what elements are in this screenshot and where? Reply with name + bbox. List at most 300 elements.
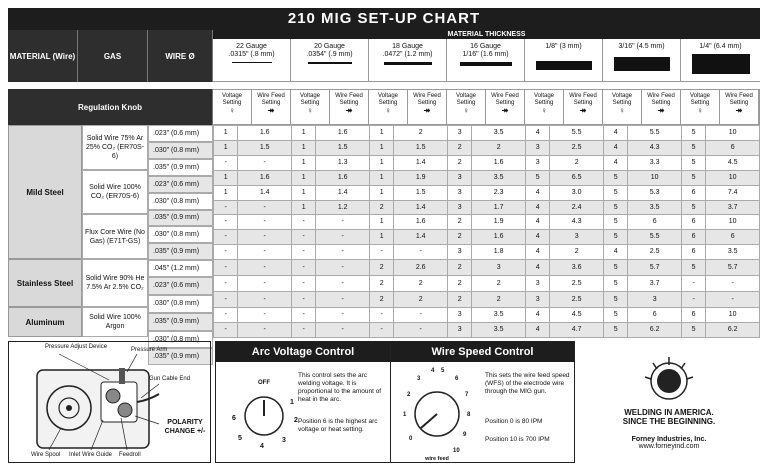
brand-company: Forney Industries, Inc. bbox=[631, 436, 707, 443]
voltage-cell: - bbox=[291, 260, 315, 276]
table-row bbox=[214, 215, 760, 230]
voltage-knob-icon: ♀ bbox=[385, 106, 391, 115]
dial-tick: 7 bbox=[465, 392, 469, 398]
wire-feed-cell: 3 bbox=[472, 260, 526, 276]
wire-diameter-cell: .035" (0.9 mm) bbox=[148, 159, 213, 176]
wire-feed-cell: - bbox=[316, 215, 370, 230]
voltage-cell: 5 bbox=[603, 201, 627, 215]
voltage-cell: 3 bbox=[447, 201, 471, 215]
wire-speed-min: Position 0 is 80 IPM bbox=[485, 418, 543, 425]
wire-feed-cell: 1.5 bbox=[394, 186, 448, 201]
voltage-knob-icon: ♀ bbox=[229, 106, 235, 115]
wire-feed-cell: - bbox=[238, 215, 292, 230]
wire-feed-setting-header bbox=[252, 90, 291, 124]
wire-diameter-cell: .030" (0.8 mm) bbox=[148, 295, 213, 313]
voltage-cell: 5 bbox=[681, 323, 705, 338]
settings-table bbox=[213, 125, 760, 338]
machine-diagram-panel bbox=[8, 341, 211, 463]
arc-voltage-panel bbox=[215, 341, 391, 463]
voltage-cell: - bbox=[291, 230, 315, 245]
wire-feed-cell: 3.7 bbox=[628, 276, 682, 292]
wire-feed-cell: - bbox=[394, 245, 448, 260]
voltage-cell: 5 bbox=[603, 323, 627, 338]
voltage-cell: 1 bbox=[291, 201, 315, 215]
table-row bbox=[214, 245, 760, 260]
label-pressure-adjust: Pressure Adjust Device bbox=[45, 344, 108, 350]
column-label: Wire Feed Setting bbox=[491, 93, 519, 106]
wire-feed-cell: 6.2 bbox=[706, 323, 760, 338]
wire-diameter-cell: .035" (0.9 mm) bbox=[148, 313, 213, 331]
wire-diameter-cell: .030" (0.8 mm) bbox=[148, 193, 213, 210]
forney-logo bbox=[639, 355, 699, 403]
wire-feed-cell: 4.5 bbox=[706, 156, 760, 171]
voltage-cell: 4 bbox=[603, 156, 627, 171]
wire-feed-cell: 6.2 bbox=[628, 323, 682, 338]
wire-feed-cell: 5.5 bbox=[550, 126, 604, 141]
voltage-cell: - bbox=[214, 201, 238, 215]
voltage-cell: - bbox=[214, 260, 238, 276]
wire-feed-cell: 2.5 bbox=[628, 245, 682, 260]
wire-feed-icon: ↠ bbox=[579, 106, 587, 115]
material-header: MATERIAL (Wire) bbox=[8, 30, 78, 82]
voltage-cell: - bbox=[291, 323, 315, 338]
wire-feed-cell: 10 bbox=[706, 215, 760, 230]
voltage-cell: - bbox=[369, 245, 393, 260]
wire-header: WIRE Ø bbox=[148, 30, 213, 82]
wire-diameter-cell: .023" (0.6 mm) bbox=[148, 125, 213, 142]
table-row bbox=[214, 156, 760, 171]
gas-header: GAS bbox=[78, 30, 148, 82]
voltage-cell: 1 bbox=[369, 215, 393, 230]
wire-feed-cell: 1.5 bbox=[316, 141, 370, 156]
wire-feed-cell: - bbox=[238, 156, 292, 171]
dial-tick: 6 bbox=[455, 376, 459, 382]
voltage-cell: - bbox=[291, 308, 315, 323]
voltage-cell: 1 bbox=[369, 171, 393, 186]
thickness-3-16: 3/16" (4.5 mm) bbox=[603, 39, 681, 81]
wire-feed-cell: - bbox=[238, 292, 292, 308]
gas-cell: Solid Wire 90% He 7.5% Ar 2.5% CO₂ bbox=[82, 259, 148, 307]
voltage-cell: 1 bbox=[369, 230, 393, 245]
voltage-cell: 5 bbox=[603, 230, 627, 245]
voltage-cell: 6 bbox=[681, 186, 705, 201]
dial-tick: 3 bbox=[417, 376, 421, 382]
voltage-cell: 1 bbox=[291, 156, 315, 171]
voltage-cell: 5 bbox=[681, 126, 705, 141]
voltage-cell: 3 bbox=[525, 141, 549, 156]
wire-feed-cell: - bbox=[706, 276, 760, 292]
voltage-cell: 1 bbox=[214, 126, 238, 141]
voltage-cell: 5 bbox=[603, 260, 627, 276]
voltage-cell: 2 bbox=[447, 230, 471, 245]
wire-feed-cell: 1.6 bbox=[472, 156, 526, 171]
table-row bbox=[214, 171, 760, 186]
wire-feed-cell: 4.5 bbox=[550, 308, 604, 323]
table-row bbox=[214, 276, 760, 292]
wire-feed-cell: - bbox=[316, 276, 370, 292]
wire-feed-cell: 2 bbox=[472, 292, 526, 308]
wire-feed-cell: 3.7 bbox=[706, 201, 760, 215]
voltage-cell: - bbox=[214, 215, 238, 230]
wire-diameter-cell: .045" (1.2 mm) bbox=[148, 260, 213, 277]
column-label: Wire Feed Setting bbox=[569, 93, 597, 106]
thickness-22ga: 22 Gauge .0315" (.8 mm) bbox=[213, 39, 291, 81]
voltage-cell: 2 bbox=[447, 156, 471, 171]
thickness-20ga: 20 Gauge .0354" (.9 mm) bbox=[291, 39, 369, 81]
wire-feed-cell: - bbox=[238, 260, 292, 276]
wire-feed-cell: - bbox=[316, 245, 370, 260]
wire-feed-cell: - bbox=[316, 308, 370, 323]
voltage-cell: 2 bbox=[369, 201, 393, 215]
voltage-cell: 3 bbox=[525, 292, 549, 308]
wire-feed-cell: 1.9 bbox=[472, 215, 526, 230]
column-label: Wire Feed Setting bbox=[335, 93, 363, 106]
table-row bbox=[214, 323, 760, 338]
wire-feed-cell: 1.6 bbox=[472, 230, 526, 245]
wire-feed-cell: 1.6 bbox=[238, 126, 292, 141]
voltage-cell: - bbox=[291, 276, 315, 292]
wire-feed-cell: 2 bbox=[550, 156, 604, 171]
wire-feed-cell: - bbox=[238, 230, 292, 245]
voltage-setting-header bbox=[603, 90, 642, 124]
voltage-cell: 1 bbox=[214, 171, 238, 186]
voltage-cell: 1 bbox=[214, 141, 238, 156]
wire-feed-cell: - bbox=[238, 323, 292, 338]
wire-feed-cell: 1.6 bbox=[316, 126, 370, 141]
voltage-cell: - bbox=[681, 292, 705, 308]
wire-speed-max: Position 10 is 700 IPM bbox=[485, 436, 550, 443]
voltage-cell: 4 bbox=[525, 308, 549, 323]
voltage-cell: - bbox=[369, 323, 393, 338]
voltage-knob-icon: ♀ bbox=[541, 106, 547, 115]
category-stainless-steel: Stainless Steel bbox=[8, 259, 82, 307]
wire-feed-cell: 6.5 bbox=[550, 171, 604, 186]
label-feedroll: Feedroll bbox=[119, 452, 141, 458]
wire-feed-icon: ↠ bbox=[267, 106, 275, 115]
voltage-cell: 3 bbox=[447, 308, 471, 323]
arc-voltage-dial bbox=[222, 364, 302, 464]
wire-feed-cell: 2 bbox=[394, 276, 448, 292]
thickness-bar bbox=[384, 62, 432, 65]
dial-tick: 10 bbox=[453, 448, 460, 454]
wire-feed-cell: 3 bbox=[550, 230, 604, 245]
voltage-cell: 5 bbox=[603, 292, 627, 308]
wire-feed-cell: - bbox=[316, 260, 370, 276]
gas-cell: Solid Wire 100% Argon bbox=[82, 307, 148, 337]
dial-caption: wire feed bbox=[425, 456, 449, 462]
dial-tick: 5 bbox=[238, 435, 242, 442]
column-label: Wire Feed Setting bbox=[725, 93, 753, 106]
voltage-cell: - bbox=[214, 245, 238, 260]
dial-tick: 9 bbox=[463, 432, 467, 438]
column-label: Voltage Setting bbox=[533, 93, 555, 106]
voltage-setting-header bbox=[291, 90, 330, 124]
voltage-cell: 3 bbox=[447, 245, 471, 260]
wire-feed-cell: 2.3 bbox=[472, 186, 526, 201]
voltage-cell: 1 bbox=[291, 186, 315, 201]
column-label: Voltage Setting bbox=[221, 93, 243, 106]
gas-cell: Flux Core Wire (No Gas) (E71T-GS) bbox=[82, 214, 148, 259]
voltage-cell: 2 bbox=[447, 215, 471, 230]
wire-feed-icon: ↠ bbox=[345, 106, 353, 115]
voltage-cell: 3 bbox=[525, 156, 549, 171]
dial-tick: 6 bbox=[232, 415, 236, 422]
wire-diameter-cell: .035" (0.9 mm) bbox=[148, 210, 213, 226]
wire-feed-cell: 4.3 bbox=[550, 215, 604, 230]
wire-diameter-column bbox=[148, 125, 213, 365]
wire-feed-cell: 2.6 bbox=[394, 260, 448, 276]
wire-feed-cell: 1.8 bbox=[472, 245, 526, 260]
table-row bbox=[214, 201, 760, 215]
wire-feed-cell: 5.5 bbox=[628, 126, 682, 141]
brand-url[interactable]: www.forneyind.com bbox=[638, 443, 700, 450]
wire-feed-icon: ↠ bbox=[657, 106, 665, 115]
column-label: Voltage Setting bbox=[689, 93, 711, 106]
wire-speed-title: Wire Speed Control bbox=[391, 342, 574, 362]
voltage-cell: 5 bbox=[681, 260, 705, 276]
wire-feed-cell: 2 bbox=[394, 126, 448, 141]
material-thickness-header: MATERIAL THICKNESS bbox=[213, 30, 760, 39]
wire-feed-cell: 10 bbox=[628, 171, 682, 186]
voltage-cell: - bbox=[214, 230, 238, 245]
wire-feed-cell: 1.4 bbox=[394, 230, 448, 245]
thickness-bar bbox=[692, 54, 750, 74]
column-label: Voltage Setting bbox=[611, 93, 633, 106]
voltage-cell: - bbox=[214, 292, 238, 308]
voltage-setting-header bbox=[447, 90, 486, 124]
wire-feed-cell: - bbox=[316, 230, 370, 245]
voltage-cell: 2 bbox=[447, 141, 471, 156]
wire-feed-cell: 3.5 bbox=[472, 171, 526, 186]
thickness-row bbox=[213, 39, 760, 82]
voltage-cell: 4 bbox=[525, 215, 549, 230]
chart-title: 210 MIG SET-UP CHART bbox=[8, 8, 760, 30]
welder-machine-illustration bbox=[9, 342, 210, 462]
voltage-cell: 5 bbox=[681, 156, 705, 171]
voltage-cell: 2 bbox=[447, 276, 471, 292]
wire-feed-setting-header bbox=[642, 90, 681, 124]
dial-tick: 1 bbox=[403, 412, 407, 418]
wire-feed-cell: 2.4 bbox=[550, 201, 604, 215]
label-gun-cable: Gun Cable End bbox=[149, 376, 191, 382]
column-label: Voltage Setting bbox=[455, 93, 477, 106]
brand-block bbox=[578, 341, 760, 463]
thickness-bar bbox=[232, 62, 272, 63]
wire-feed-cell: 2 bbox=[394, 292, 448, 308]
label-pressure-arm: Pressure Arm bbox=[131, 347, 168, 353]
voltage-cell: 4 bbox=[525, 201, 549, 215]
setting-column-headers bbox=[213, 89, 760, 125]
voltage-cell: 6 bbox=[681, 230, 705, 245]
dial-tick: 1 bbox=[290, 399, 294, 406]
voltage-cell: 3 bbox=[447, 186, 471, 201]
wire-feed-cell: 1.7 bbox=[472, 201, 526, 215]
voltage-cell: 5 bbox=[525, 171, 549, 186]
voltage-cell: - bbox=[291, 245, 315, 260]
wire-feed-cell: 1.6 bbox=[238, 171, 292, 186]
gas-cell: Solid Wire 75% Ar 25% CO₂ (ER70S-6) bbox=[82, 125, 148, 170]
arc-voltage-desc: This control sets the arc welding voltage. It is proportional to the amount of heat in the arc. bbox=[298, 372, 382, 403]
wire-feed-cell: 1.4 bbox=[394, 156, 448, 171]
dial-tick: 0 bbox=[409, 436, 413, 442]
wire-feed-cell: - bbox=[238, 201, 292, 215]
voltage-cell: 5 bbox=[603, 308, 627, 323]
column-label: Voltage Setting bbox=[299, 93, 321, 106]
voltage-cell: - bbox=[214, 156, 238, 171]
column-label: Wire Feed Setting bbox=[413, 93, 441, 106]
thickness-bar bbox=[536, 61, 592, 70]
wire-diameter-cell: .023" (0.6 mm) bbox=[148, 277, 213, 295]
regulation-knob-header: Regulation Knob bbox=[8, 89, 213, 125]
voltage-setting-header bbox=[213, 90, 252, 124]
table-row bbox=[214, 308, 760, 323]
wire-feed-cell: - bbox=[316, 292, 370, 308]
arc-voltage-note: Position 6 is the highest arc voltage or heat setting. bbox=[298, 418, 378, 433]
wire-speed-panel bbox=[391, 341, 575, 463]
wire-diameter-cell: .035" (0.9 mm) bbox=[148, 348, 213, 365]
table-row bbox=[214, 260, 760, 276]
voltage-knob-icon: ♀ bbox=[463, 106, 469, 115]
wire-feed-cell: 5.5 bbox=[628, 230, 682, 245]
wire-feed-cell: - bbox=[238, 276, 292, 292]
column-label: Wire Feed Setting bbox=[647, 93, 675, 106]
wire-feed-cell: - bbox=[316, 323, 370, 338]
wire-feed-cell: 1.5 bbox=[394, 141, 448, 156]
column-label: Wire Feed Setting bbox=[257, 93, 285, 106]
voltage-cell: 2 bbox=[369, 276, 393, 292]
thickness-18ga: 18 Gauge .0472" (1.2 mm) bbox=[369, 39, 447, 81]
wire-feed-icon: ↠ bbox=[735, 106, 743, 115]
voltage-cell: 5 bbox=[603, 171, 627, 186]
voltage-cell: 3 bbox=[447, 126, 471, 141]
thickness-bar bbox=[614, 57, 670, 71]
wire-feed-cell: 6 bbox=[628, 308, 682, 323]
voltage-setting-header bbox=[369, 90, 408, 124]
wire-feed-cell: 3.3 bbox=[628, 156, 682, 171]
wire-feed-cell: 10 bbox=[706, 308, 760, 323]
wire-feed-icon: ↠ bbox=[501, 106, 509, 115]
voltage-cell: 3 bbox=[525, 276, 549, 292]
voltage-cell: 5 bbox=[681, 201, 705, 215]
wire-feed-cell: 1.4 bbox=[316, 186, 370, 201]
wire-feed-cell: 6 bbox=[706, 230, 760, 245]
wire-feed-setting-header bbox=[720, 90, 759, 124]
wire-feed-setting-header bbox=[408, 90, 447, 124]
wire-feed-cell: 6 bbox=[706, 141, 760, 156]
wire-feed-cell: 5.7 bbox=[628, 260, 682, 276]
voltage-cell: 5 bbox=[603, 215, 627, 230]
voltage-cell: 4 bbox=[603, 126, 627, 141]
thickness-1-4: 1/4" (6.4 mm) bbox=[681, 39, 760, 81]
dial-tick: 2 bbox=[294, 417, 298, 424]
dial-tick: 5 bbox=[441, 368, 445, 374]
dial-tick: 8 bbox=[467, 412, 471, 418]
voltage-cell: 3 bbox=[447, 323, 471, 338]
label-polarity: POLARITY CHANGE +/- bbox=[164, 419, 206, 435]
voltage-cell: 4 bbox=[525, 323, 549, 338]
wire-feed-cell: 3 bbox=[628, 292, 682, 308]
wire-feed-cell: 1.9 bbox=[394, 171, 448, 186]
wire-feed-cell: 1.5 bbox=[238, 141, 292, 156]
wire-diameter-cell: .023" (0.6 mm) bbox=[148, 176, 213, 193]
wire-feed-cell: 1.4 bbox=[394, 201, 448, 215]
wire-feed-cell: 5.3 bbox=[628, 186, 682, 201]
gas-cell: Solid Wire 100% CO₂ (ER70S-6) bbox=[82, 170, 148, 214]
wire-feed-cell: 4.3 bbox=[628, 141, 682, 156]
voltage-cell: 1 bbox=[369, 141, 393, 156]
voltage-cell: 6 bbox=[681, 215, 705, 230]
voltage-cell: 5 bbox=[681, 141, 705, 156]
wire-feed-cell: 3.5 bbox=[628, 201, 682, 215]
voltage-knob-icon: ♀ bbox=[619, 106, 625, 115]
wire-feed-cell: - bbox=[706, 292, 760, 308]
label-inlet-guide: Inlet Wire Guide bbox=[69, 452, 113, 458]
voltage-cell: 1 bbox=[214, 186, 238, 201]
wire-diameter-cell: .035" (0.9 mm) bbox=[148, 243, 213, 260]
voltage-cell: - bbox=[214, 276, 238, 292]
wire-feed-cell: 4.7 bbox=[550, 323, 604, 338]
wire-feed-cell: 3.5 bbox=[472, 126, 526, 141]
wire-feed-cell: 10 bbox=[706, 171, 760, 186]
wire-feed-cell: - bbox=[238, 245, 292, 260]
wire-feed-cell: - bbox=[238, 308, 292, 323]
brand-tagline-2: SINCE THE BEGINNING. bbox=[622, 417, 716, 426]
voltage-cell: 1 bbox=[291, 171, 315, 186]
voltage-cell: - bbox=[214, 308, 238, 323]
voltage-cell: 2 bbox=[447, 260, 471, 276]
wire-feed-cell: 10 bbox=[706, 126, 760, 141]
wire-feed-cell: 2.5 bbox=[550, 276, 604, 292]
dial-tick: 4 bbox=[431, 368, 435, 374]
voltage-cell: - bbox=[291, 215, 315, 230]
brand-tagline-1: WELDING IN AMERICA. bbox=[624, 408, 714, 417]
voltage-cell: 2 bbox=[369, 260, 393, 276]
wire-feed-cell: 2.5 bbox=[550, 292, 604, 308]
table-row bbox=[214, 186, 760, 201]
wire-feed-cell: 2 bbox=[472, 141, 526, 156]
voltage-cell: 1 bbox=[369, 126, 393, 141]
arc-voltage-title: Arc Voltage Control bbox=[216, 342, 390, 362]
wire-feed-cell: 2.5 bbox=[550, 141, 604, 156]
wire-feed-cell: 6 bbox=[628, 215, 682, 230]
wire-feed-cell: 2 bbox=[472, 276, 526, 292]
dial-tick: 2 bbox=[407, 392, 411, 398]
dial-tick: 3 bbox=[282, 437, 286, 444]
wire-feed-cell: 5.7 bbox=[706, 260, 760, 276]
wire-feed-setting-header bbox=[486, 90, 525, 124]
thickness-1-8: 1/8" (3 mm) bbox=[525, 39, 603, 81]
voltage-cell: 4 bbox=[603, 245, 627, 260]
voltage-cell: 2 bbox=[369, 292, 393, 308]
label-wire-spool: Wire Spool bbox=[31, 452, 61, 458]
voltage-cell: 4 bbox=[525, 126, 549, 141]
thickness-bar bbox=[308, 62, 352, 64]
voltage-cell: 1 bbox=[291, 126, 315, 141]
voltage-knob-icon: ♀ bbox=[307, 106, 313, 115]
thickness-16ga: 16 Gauge 1/16" (1.6 mm) bbox=[447, 39, 525, 81]
voltage-cell: 1 bbox=[369, 156, 393, 171]
voltage-cell: 5 bbox=[603, 186, 627, 201]
voltage-cell: 5 bbox=[681, 171, 705, 186]
voltage-cell: 1 bbox=[291, 141, 315, 156]
wire-feed-icon: ↠ bbox=[423, 106, 431, 115]
table-row bbox=[214, 292, 760, 308]
wire-feed-cell: 1.6 bbox=[394, 215, 448, 230]
voltage-cell: 3 bbox=[447, 171, 471, 186]
wire-speed-desc: This sets the wire feed speed (WFS) of the electrode wire through the MIG gun. bbox=[485, 372, 570, 395]
voltage-cell: 4 bbox=[525, 245, 549, 260]
voltage-setting-header bbox=[525, 90, 564, 124]
